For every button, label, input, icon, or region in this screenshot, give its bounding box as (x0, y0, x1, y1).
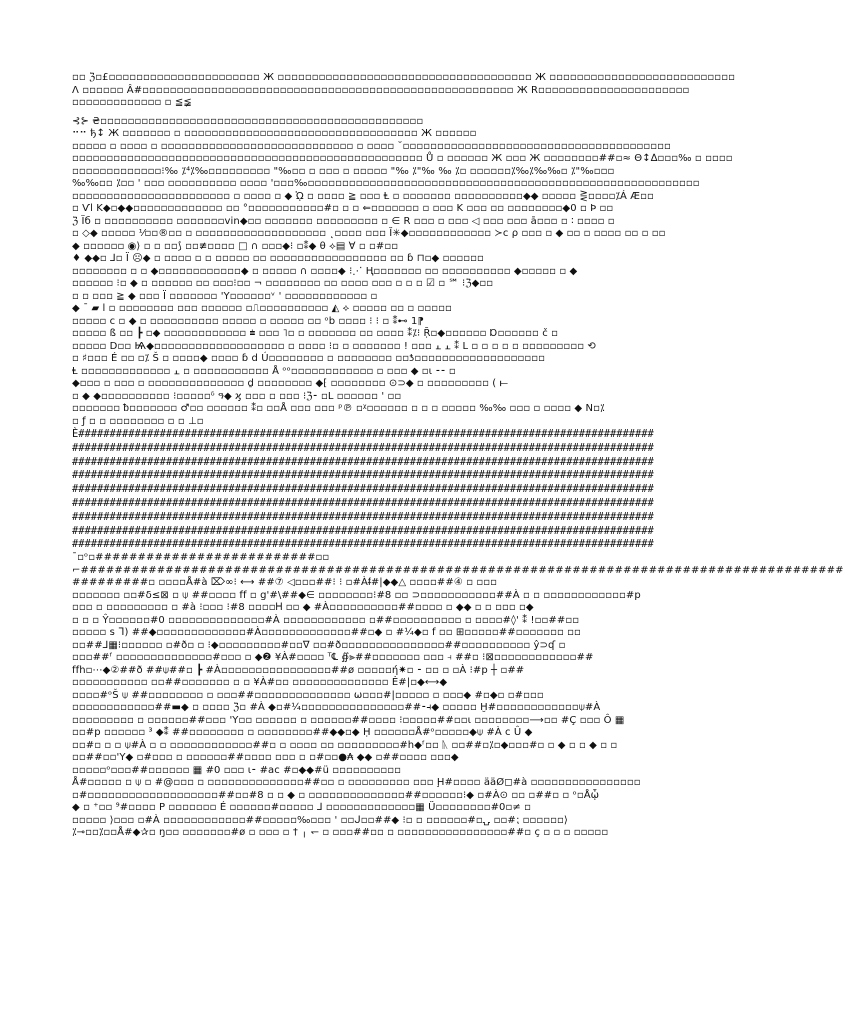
body-text-line: ◆▫▫▫ ▫ ▫▫▫ ▫ ▫▫▫▫▫▫▫▫▫▫▫▫▫▫ ḏ ▫▫▫▫▫▫▫▫ ◆⁅ ▫▫▫▫▫▫▫▫ ⊙⊃◆ ▫ ▫▫▫▫▫▫▫▫▫ ( ⟝ (72, 378, 508, 389)
body-text-line: ⊰⊱ ₴▫▫▫▫▫▫▫▫▫▫▫▫▫▫▫▫▫▫▫▫▫▫▫▫▫▫▫▫▫▫▫▫▫▫▫▫▫▫▫▫▫▫▫▫▫▫▫ (72, 115, 424, 127)
hash-text-line: ############################################################################################# (72, 483, 654, 496)
tail-text-line: ▫▫#p ▫▫▫▫▫▫ ³ ◆⁑ ##▫▫▫▫▫▫▫▫ ▫ ▫▫▫▫▫▫▫▫##◆◆▫◆ Ḥ ▫▫▫▫▫▫Å#ᵒ▫▫▫▫▫◆⍦ #À ϲ Û ◆ (72, 727, 533, 739)
tail-text-line: ▫▫▫▫▫▫▫▫▫▫▫ ▫▫##▫▫▫▫▫▫▫ ▫ ▫ ¥À#▫▫ ▫▫▫▫▫▫▫▫▫▫▫▫▫▫ Ė#|▫◆⟷◆ (72, 677, 448, 689)
hash-text-line: ############################################################################################# (72, 510, 654, 523)
tail-text-line: Å#▫▫▫▫▫ ▫ ⍦ ▫ #@▫▫▫ ▫ ▫▫▫▫▫▫▫▫▫▫▫▫▫▫##▫▫ ▫ ▫▫▫▫▫▫▫▫▫ ▫▫▫ Ḩ#▫▫▫▫ ääØ◻#à ▫▫▫▫▫▫▫▫▫▫▫▫▫▫▫▫ (72, 777, 641, 789)
tail-text-line: ˉ▫ᵒ▫##########################▫▫ (72, 552, 330, 564)
tail-block (72, 552, 844, 840)
body-text-line: Ⱡ ▫▫▫▫▫▫▫▫▫▫▫▫▫ ⫠ ▫ ▫▫▫▫▫▫▫▫▫▫▫ Å ᵒᵒ▫▫▫▫▫▫▫▫▫▫▫▫ ▫ ▫▫▫ ◆ ▫ι ⁃⁃ ▫ (72, 365, 456, 377)
tail-text-line: ▫▫▫▫▫ᵒ▫▫▫##▫▫▫▫▫▫ ▦ #0 ▫▫▫ ι⁃ #ac #▫◆◆#ü ▫▫▫▫▫▫▫▫▫▫ (72, 764, 402, 776)
hash-text-line: ############################################################################################# (72, 455, 654, 468)
body-text-line: ◆ ˉ ▰ l ▫ ▫▫▫▫▫▫▫▫ ▫▫▫ ▫▫▫▫▫▫ ▫⎍▫▫▫▫▫▫▫▫▫▫ ◭ ⟡ ▫▫▫▫▫ ▫▫ ▫ ▫▫▫▫▫ (72, 303, 452, 314)
body-text-line: ▫ ◇◆ ▫▫▫▫▫ ⅟▫▫®▫▫ ▫ ▫▫▫▫▫▫▫▫▫▫▫▫▫▫▫▫▫▫▫ ˛▫▫▫▫ ▫▫▫ Ĭ✳◆▫▫▫▫▫▫▫▫▫▫▫▫ ≻ϲ ρ ▫▫▫ ▫ ◆ ▫▫ ▫ ▫▫▫▫ ▫▫ ▫ ▫▫ (72, 228, 666, 239)
body-text-line: ▫ ♯▫▫▫ É ▫▫ ▫⁒ Š ▫ ▫▫▫▫◆ ▫▫▫▫ ɓ d Ú▫▫▫▫▫▫▫▫ ▫ ▫▫▫▫▫▫▫▫ ▫▫ƾ▫▫▫▫▫▫▫▫▫▫▫▫▫▫▫▫▫▫▫ (72, 353, 545, 364)
body-text-line: ▫ Ѵl K◆▫◆◆▫▫▫▫▫▫▫▫▫▫▫▫▫ ▫▫ °▫▫▫▫▫▫▫▫▫▫▫#▫ ▫ ▫ ⇐▫▫▫▫▫▫▫ ▫ ▫▫▫ K ▫▫▫ ▫▫ ▫▫▫▫▫▫▫▫◆0 ▫ Þ ▫▫ (72, 203, 614, 214)
tail-text-line: ffh▫⋯◆②##ð ##⍦##▫ ┣ #À▫▫▫▫▫▫▫▫▫▫▫▫▫▫▫▫##ø ▫▫▫▫▫ή✷▫ ⁃ ▫▫ ▫ ▫À ⁝#p ┼ ▫## (72, 664, 525, 676)
tail-text-line: ▫▫▫▫▫▫▫▫▫▫▫▫##▬◆ ▫ ▫▫▫▫ ℨ▫ #À ◆▫#¼▫▫▫▫▫▫▫▫▫▫▫▫▫▫▫##⁃⫞◆ ▫▫▫▫▫ Ḫ#▫▫▫▫▫▫▫▫▫▫▫▫⍦#À (72, 702, 601, 714)
tail-text-line: ▫▫▫▫▫▫▫▫▫ ▫ ▫▫▫▫▫▫##▫▫▫ 'Y▫▫ ▫▫▫▫▫▫ ▫ ▫▫▫▫▫▫##▫▫▫▫ ⁝▫▫▫▫▫##▫▫ι ▫▫▫▫▫▫▫▫⟶▫▫ #Ç ▫▫▫ Ô ▦ (72, 714, 625, 726)
tail-text-line: ▫▫#▫ ▫ ▫ ⍦#À ▫ ▫ ▫▫▫▫▫▫▫▫▫▫▫▫##▫ ▫ ▫▫▫▫ ▫▫ ▫▫▫▫▫▫▫▫▫#h◆ᶠ▫▫ ᚣ ▫▫##▫⁒▫◆▫▫▫#▫ ▫ ◆ ▫ ▫ ◆ ▫ ▫ (72, 739, 618, 751)
tail-text-line: ◆ ▫ ⁺▫▫ ⁹#▫▫▫▫ P ▫▫▫▫▫▫▫ É ▫▫▫▫▫▫#▫▫▫▫▫ ⅃ ▫▫▫▫▫▫▫▫▫▫▫▫▫▦ Ü▫▫▫▫▫▫▫▫#0▫≠ ▫ (72, 802, 532, 814)
tail-text-line: ▫▫▫▫▫▫▫ ▫▫#δ≤⊠ ▫ ⍦ ##▫▫▫▫ ff ▫ g'#\##◆∈ ▫▫▫▫▫▫▫▫⁝#8 ▫▫ ⊃▫▫▫▫▫▫▫▫▫▫▫##À ▫ ▫ ▫▫▫▫▫▫▫▫▫▫▫▫#p (72, 589, 641, 601)
tail-text-line: ▫▫▫ ▫ ▫▫▫▫▫▫▫▫▫ ▫ #à ⁝▫▫▫ ⁝#8 ▫▫▫▫Ꮋ ▫▫ ◆ #À▫▫▫▫▫▫▫▫▫▫##▫▫▫▫ ▫ ◆◆ ▫ ▫ ▫▫▫ ▫◆ (72, 602, 534, 614)
tail-text-line: ⌐########################################################################################## (72, 564, 844, 576)
tail-text-line: ▫▫##⅃▦⁝▫▫▫▫▫▫ ▫#ð▫ ▫ ⁝◆▫▫▫▫▫▫▫▫▫#▫▫∇ ▫▫#ð▫▫▫▫▫▫▫▫▫▫▫▫▫▫▫##▫▫▫▫▫▫▫▫▫▫ ŷ⊃ʠ ▫ (72, 639, 566, 651)
body-text-line: ‰‰▫▫ ⁒▫▫ ' ▫▫▫ ▫▫▫▫▫▫▫▫▫▫ ▫▫▫▫ '▫▫▫‰▫▫▫▫▫▫▫▫▫▫▫▫▫▫▫▫▫▫▫▫▫▫▫▫▫▫▫▫▫▫▫▫▫▫▫▫▫▫▫▫▫▫▫▫▫▫▫▫▫▫▫▫▫▫▫▫▫ (72, 178, 700, 189)
body-text-line: ℨ Ïб ▫ ▫▫▫▫▫▫▫▫▫▫ ▫▫▫▫▫▫▫vin◆▫▫ ▫▫▫▫▫▫▫ ▫▫▫▫▫▫▫▫▫ ▫ ∈ R ▫▫▫ ▫ ▫▫▫ ◁ ▫▫▫ ▫▫▫ ā▫▫▫ ▫ ∶ ▫▫▫▫ ▫ (72, 215, 615, 227)
hash-text-line: ############################################################################################# (72, 496, 654, 509)
tail-text-line: ▫▫▫##ᶠ ▫▫▫▫▫▫▫▫▫▫▫▫▫▫#▫▫▫ ▫ ◆❷ ¥À#▫▫▫▫ ᵀ℄ ∯⫸##▫▫▫▫▫▫▫ ▫▫▫ ⫞ ##▫ ⁝⊠▫▫▫▫▫▫▫▫▫▫▫▫## (72, 652, 594, 664)
tail-text-line: #########▫ ▫▫▫▫Å#à ⌦∞⁝ ⟷ ##⑦ ◁▫▫▫##⁝ ⁝ ▫#Àᵮ#|◆◆△ ▫▫▫▫##④ ▫ ▫▫▫ (72, 577, 498, 589)
body-text-line: ▫▫▫▫▫▫▫▫▫▫▫▫▫▫▫▫▫▫▫▫▫▫▫ ▫ ▫▫▫▫ ▫ ◆ ᾨ ▫ ▫▫▫▫ ≧ ▫▫▫ Ⱡ ▫ ▫▫▫▫▫▫▫ ▫▫▫▫▫▫▫▫▫▫◆◆ ▫▫▫▫▫ ⋛▫▫▫▫⁒Á Æ▫▫ (72, 190, 654, 202)
body-text-line: ▫▫▫▫▫▫▫▫ ▫ ▫ ◆▫▫▫▫▫▫▫▫▫▫▫▫◆ ▫ ▫▫▫▫▫ ∩ ▫▫▫▫◆ ⁝⋰ Ⱨ▫▫▫▫▫▫▫ ▫▫ ▫▫▫▫▫▫▫▫▫▫ ◆▫▫▫▫▫ ▫ ◆ (72, 265, 578, 277)
body-text-line: ▫ ◆ ◆▫▫▫▫▫▫▫▫▫▫ ⁝▫▫▫▫▫ᵟ ዓ◆ ϗ ▫▫▫ ▫ ▫▫▫ ⁝ℨ⁃ ▫Ⅼ ▫▫▫▫▫▫ ' ▫▫ (72, 390, 402, 402)
tail-text-line: ▫▫▫▫▫ s ᒣ) ##◆▫▫▫▫▫▫▫▫▫▫▫▫▫#À▫▫▫▫▫▫▫▫▫▫▫▫▫##▫◆ ▫ #¼◆▫ f ▫▫ ⊞▫▫▫▫▫##▫▫▫▫▫▫▫ ▫▫ (72, 627, 581, 639)
body-text-line: ▫▫▫▫▫▫▫ ᵬ▫▫▫▫▫▫▫ ♂▫▫ ▫▫▫▫▫▫ ⁑▫ ▫▫Å ▫▫▫ ▫▫▫ ᵖ℗ ▫ᵡ▫▫▫▫▫▫ ▫ ▫ ▫ ▫▫▫▫▫ ‰‰ ▫▫▫ ▫ ▫▫▫▫ ◆ N▫⁒ (72, 403, 605, 414)
header-text-line: ▫▫▫▫▫▫▫▫▫▫▫▫▫ ▫ ≦≨ (72, 97, 192, 108)
body-text-line: ◆ ▫▫▫▫▫▫ ◉⟩ ▫ ▫ ▫▫⟆ ▫▫≢▫▫▫▫ □ ∩ ▫▫▫◆⁝ ▫⁑◆ θ ⟡▤ ∀ ▫ ▫#▫▫ (72, 240, 399, 252)
body-text-line: ▫▫▫▫▫▫▫▫▫▫▫▫▫⁝‰ ⁒⁴⁒‰▫▫▫▫▫▫▫▫▫ "‰▫▫ ▫ ▫▫▫ ▫ ▫▫▫▫▫ "‰ ⁒"‰ ‰ ⁒▫ ▫▫▫▫▫▫⁒‰⁒‰‰▫ ⁒"‰▫▫▫ (72, 165, 615, 177)
hash-text-line: ############################################################################################# (72, 469, 654, 482)
tail-text-line: ▫▫▫▫#ᵒŠ ⍦ ##▫▫▫▫▫▫▫▫ ▫ ▫▫▫##▫▫▫▫▫▫▫▫▫▫▫▫▫▫ ω▫▫▫#|▫▫▫▫▫ ▫ ▫▫▫◆ #▫◆▫ ▫#▫▫▫ (72, 689, 544, 701)
hash-text-line: ############################################################################################# (72, 538, 654, 551)
body-text-line: ▫▫▫▫▫ ß ▫▫ ┣ ▫◆ ▫▫▫▫▫▫▫▫▫▫▫▫ ⩧ ▫▫▫ ˥▫ ▫ ▫▫▫▫▫▫▫ ▫▫ ▫▫▫▫ ⁑⁒⁝ Ṝ▫◆▫▫▫▫▫▫ Ɒ▫▫▫▫▫▫ č ▫ (72, 328, 558, 339)
header-text-line: ▫▫ ℨ▫£▫▫▫▫▫▫▫▫▫▫▫▫▫▫▫▫▫▫▫▫▫▫ Ж ▫▫▫▫▫▫▫▫▫▫▫▫▫▫▫▫▫▫▫▫▫▫▫▫▫▫▫▫▫▫▫▫▫▫▫▫▫ Ж ▫▫▫▫▫▫▫▫▫▫▫▫▫▫▫▫▫▫▫▫▫▫▫▫▫▫▫ (72, 72, 735, 83)
hash-text-line: ############################################################################################# (72, 524, 654, 537)
header-block (72, 72, 735, 110)
body-text-line: ▫▫▫▫▫▫▫▫▫▫▫▫▫▫▫▫▫▫▫▫▫▫▫▫▫▫▫▫▫▫▫▫▫▫▫▫▫▫▫▫▫▫▫▫▫▫▫▫▫▫▫ Ů ▫ ▫▫▫▫▫▫ Ж ▫▫▫ Ж ▫▫▫▫▫▫▫▫##▫≈ Θ↕∆▫▫▫‰ ▫ ▫▫▫▫ (72, 153, 733, 164)
tail-text-line: ▫▫##▫▫'Y◆ ▫#▫▫▫ ▫ ▫▫▫▫▫▫##▫▫▫▫ ▫▫▫ ▫ ▫#▫▫●₳ ◆◆ ▫##▫▫▫▫ ▫▫▫◆ (72, 752, 459, 764)
tail-text-line: ▫#▫▫▫▫▫▫▫▫▫▫▫▫▫▫▫▫▫▫▫##▫▫#8 ▫ ▫ ◆ ▫ ▫▫▫▫▫▫▫▫▫▫▫▫▫▫##▫▫▫▫▫▫⁝◆ ▫#À⊙ ▫▫ ▫##▫ ▫ ᵒ▫Åᾦ (72, 789, 600, 801)
body-text-line: ▫ ƒ ▫ ▫ ▫▫▫▫▫▫▫▫ ▫ ▫ ⊥▫ (72, 415, 204, 427)
tail-text-line: ▫▫▫▫▫ ⟩▫▫▫ ▫#À ▫▫▫▫▫▫▫▫▫▫▫▫##▫▫▫▫▫‰▫▫▫ ' ▫▫ᒍ▫▫##◆ ⁝▫ ▫ ▫▫▫▫▫▫#▫⍽ ▫▫#⁏ ▫▫▫▫▫▫⟩ (72, 814, 568, 826)
body-text-line: ▫ ▫ ▫▫▫ ≧ ◆ ▫▫▫ Ï ▫▫▫▫▫▫▫ 'Y▫▫▫▫▫▫ᵛ ' ▫▫▫▫▫▫▫▫▫▫▫▫ ▫ (72, 290, 378, 302)
tail-text-line: ⁒⊸▫▫⁒▫▫Å#◆✰▫ ŋ▫▫ ▫▫▫▫▫▫▫#ø ▫ ▫▫▫ ▫ † ╷ ↽ ▫ ▫▫▫##▫▫ ▫ ▫▫▫▫▫▫▫▫▫▫▫▫▫▫▫▫##▫ ç ▫ ▫ ▫ ▫▫▫▫▫ (72, 827, 609, 839)
body-block (72, 115, 733, 429)
hash-text-line: È############################################################################################ (72, 428, 654, 440)
body-text-line: ▫▫▫▫▫ ▫ ▫▫▫▫ ▫ ▫▫▫▫▫▫▫▫▫▫▫▫▫▫▫▫▫▫▫▫▫▫▫▫▫▫▫▫ ▫ ▫▫▫▫ ˘▫▫▫▫▫▫▫▫▫▫▫▫▫▫▫▫▫▫▫▫▫▫▫▫▫▫▫▫▫▫▫▫▫▫▫▫▫▫▫ (72, 140, 671, 152)
body-text-line: ▫▫▫▫▫▫ ⁝▫ ◆ ▫ ▫▫▫▫▫▫ ▫▫ ▫▫▫⁝▫▫ ¬ ▫▫▫▫▫▫▫▫ ▫▫ ▫▫▫▫ ▫▫▫ ▫ ▫ ▫ ☑ ▫ ℠ ⁝ℨ◆▫▫ (72, 278, 494, 289)
body-text-line: ▫▫▫▫▫ ⅽ ▫ ◆ ▫ ▫▫▫▫▫▫▫▫▫▫ ▫▫▫▫▫ ▫ ▫▫▫▫▫ ▫▫ ᵒb ▫▫▫▫ ⁝ ⁝ ▫ ⁑⊷ 1⁋ (72, 315, 424, 327)
hash-text-line: ############################################################################################# (72, 441, 654, 454)
header-text-line: Λ ▫▫▫▫▫▫ Â#▫▫▫▫▫▫▫▫▫▫▫▫▫▫▫▫▫▫▫▫▫▫▫▫▫▫▫▫▫▫▫▫▫▫▫▫▫▫▫▫▫▫▫▫▫▫▫▫▫▫▫▫▫▫ Ж R▫▫▫▫▫▫▫▫▫▫▫▫▫▫▫▫▫▫▫▫▫▫ (72, 84, 690, 96)
body-text-line: ▫▫▫▫▫ D▫▫ Ѩ◆▫▫▫▫▫▫▫▫▫▫▫▫▫▫▫▫▫▫▫ ▫ ▫▫▫▫ ⁝▫ ▫ ▫▫▫▫▫▫▫ ! ▫▫▫ ⫠ ⫠ ⁑ L ▫ ▫ ▫ ▫ ▫ ▫▫▫▫▫▫▫▫▫ ⟲ (72, 340, 596, 352)
hash-block (72, 428, 696, 552)
tail-text-line: ▫ ▫ ▫ Ŷ▫▫▫▫▫▫#0 ▫▫▫▫▫▫▫▫▫▫▫▫▫▫#À ▫▫▫▫▫▫▫▫▫▫▫▫ ▫##▫▫▫▫▫▫▫▫▫▫ ▫ ▫▫▫▫#◊' ⁑ !▫▫##▫▫ (72, 614, 580, 626)
body-text-line: ♦ ◆◆▫ ⅃▫ Ï ☹◆ ▫ ▫▫▫▫ ▫ ▫ ▫▫▫▫▫ ▫▫ ▫▫▫▫▫▫▫▫▫▫▫▫▫▫▫▫▫ ▫▫ ɓ ⊓▫◆ ▫▫▫▫▫▫ (72, 253, 484, 264)
body-text-line: ⠒⠒ ђ↕ Ж ▫▫▫▫▫▫▫ ▫ ▫▫▫▫▫▫▫▫▫▫▫▫▫▫▫▫▫▫▫▫▫▫▫▫▫▫▫▫▫▫▫▫▫▫ Ж ▫▫▫▫▫▫ (72, 128, 477, 139)
